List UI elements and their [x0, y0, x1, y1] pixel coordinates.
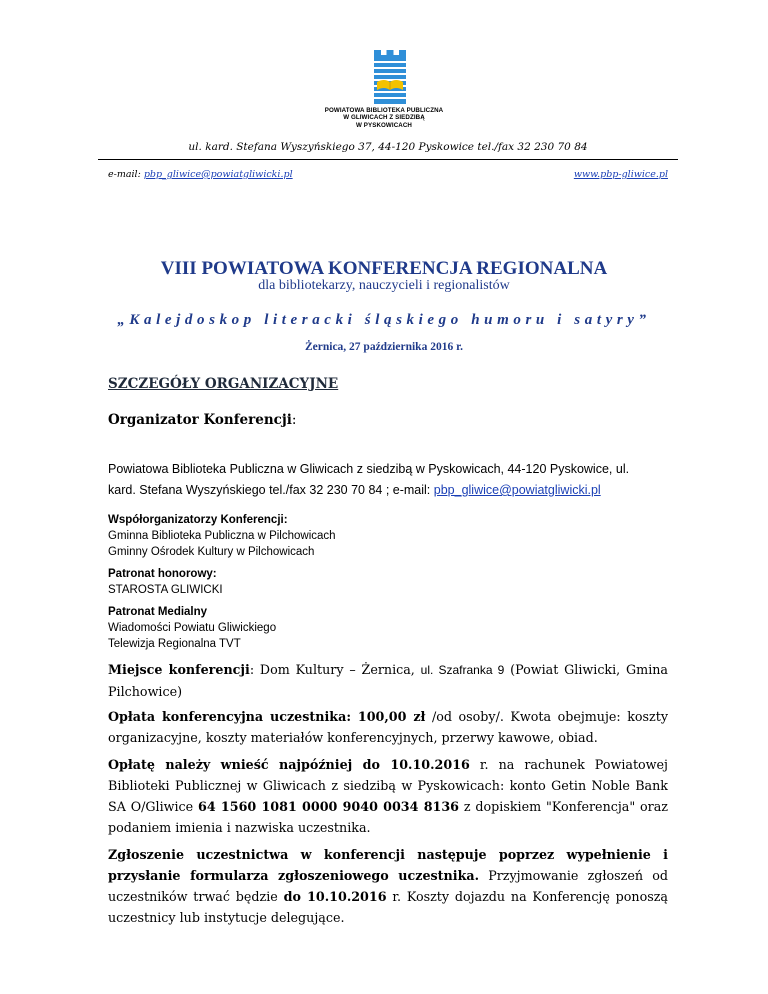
organizer-line: Powiatowa Biblioteka Publiczna w Gliwicach z siedzibą w Pyskowicach, 44-120 Pyskowice, ul.	[108, 462, 630, 476]
coorganizer-item: Gminny Ośrodek Kultury w Pilchowicach	[108, 546, 315, 558]
venue-label: Miejsce konferencji	[108, 662, 250, 677]
registration-deadline: do 10.10.2016	[283, 889, 387, 904]
fee-paragraph	[108, 706, 668, 748]
coorganizers-heading: Współorganizatorzy Konferencji:	[108, 514, 288, 526]
organizer-line	[108, 480, 668, 501]
library-address: ul. kard. Stefana Wyszyńskiego 37, 44-120 Pyskowice tel./fax 32 230 70 84	[188, 141, 588, 153]
section-heading: SZCZEGÓŁY ORGANIZACYJNE	[108, 376, 339, 392]
organizer-heading-colon: :	[291, 412, 297, 428]
venue-text: : Dom Kultury – Żernica,	[249, 662, 421, 677]
fee-label: Opłata konferencyjna uczestnika: 100,00 zł	[108, 709, 426, 724]
email-label: e-mail:	[108, 169, 144, 180]
library-logo-icon	[372, 50, 408, 105]
logo-line: W GLIWICACH Z SIEDZIBĄ	[343, 114, 425, 122]
bank-account-number: 64 1560 1081 0000 9040 0034 8136	[198, 799, 460, 814]
conference-subtitle: dla bibliotekarzy, nauczycieli i regionalistów	[258, 278, 510, 293]
media-heading: Patronat Medialny	[108, 606, 208, 618]
conference-motto: „Kalejdoskop literacki śląskiego humoru i satyry”	[117, 312, 651, 328]
organizer-heading	[108, 412, 296, 428]
conference-title: VIII POWIATOWA KONFERENCJA REGIONALNA	[160, 258, 608, 279]
payment-label: Opłatę należy wnieść najpóźniej do 10.10.2016	[108, 757, 470, 772]
email-link[interactable]: pbp_gliwice@powiatgliwicki.pl	[143, 169, 293, 180]
coorganizers-block	[108, 512, 336, 560]
payment-note: z dopiskiem "Konferencja" oraz podaniem imienia i nazwiska uczestnika.	[108, 799, 668, 835]
email-contact	[108, 169, 293, 180]
media-patron: Telewizja Regionalna TVT	[108, 638, 241, 650]
venue-region: (Powiat Gliwicki, Gmina Pilchowice)	[108, 662, 668, 699]
library-logo-text	[300, 107, 468, 129]
logo-line: W PYSKOWICACH	[356, 121, 412, 129]
honorary-patron: STAROSTA GLIWICKI	[108, 584, 223, 596]
media-patron: Wiadomości Powiatu Gliwickiego	[108, 622, 277, 634]
website-link[interactable]: www.pbp-gliwice.pl	[573, 169, 668, 180]
media-block	[108, 604, 276, 652]
logo-line: POWIATOWA BIBLIOTEKA PUBLICZNA	[324, 107, 444, 114]
organizer-line-prefix: kard. Stefana Wyszyńskiego tel./fax 32 230 70 84 ; e-mail:	[108, 483, 434, 497]
venue-street: ul. Szafranka 9	[420, 663, 505, 677]
registration-paragraph	[108, 844, 668, 928]
venue-paragraph	[108, 659, 668, 702]
organizer-email-link[interactable]: pbp_gliwice@powiatgliwicki.pl	[433, 483, 601, 497]
website-contact	[574, 169, 668, 180]
fee-text: /od osoby/. Kwota obejmuje: koszty organizacyjne, koszty materiałów konferencyjnych, przerwy kawowe, obiad.	[108, 709, 669, 745]
registration-text: Przyjmowanie zgłoszeń od uczestników trwać będzie	[108, 868, 669, 904]
honorary-block	[108, 566, 223, 598]
header-divider	[98, 159, 678, 160]
coorganizer-item: Gminna Biblioteka Publiczna w Pilchowicach	[108, 530, 336, 542]
honorary-heading: Patronat honorowy:	[108, 568, 217, 580]
conference-date: Żernica, 27 października 2016 r.	[304, 341, 463, 353]
payment-text: r. na rachunek Powiatowej Biblioteki Publicznej w Gliwicach z siedzibą w Pyskowicach: konto Getin Noble Bank SA O/Gliwice	[108, 757, 668, 814]
payment-paragraph	[108, 754, 668, 838]
registration-label: Zgłoszenie uczestnictwa w konferencji następuje poprzez wypełnienie i przysłanie formularza zgłoszeniowego uczestnika.	[108, 847, 668, 883]
organizer-details	[108, 459, 668, 501]
registration-note: r. Koszty dojazdu na Konferencję ponoszą uczestnicy lub instytucje delegujące.	[108, 889, 668, 925]
organizer-heading-label: Organizator Konferencji	[108, 412, 292, 428]
